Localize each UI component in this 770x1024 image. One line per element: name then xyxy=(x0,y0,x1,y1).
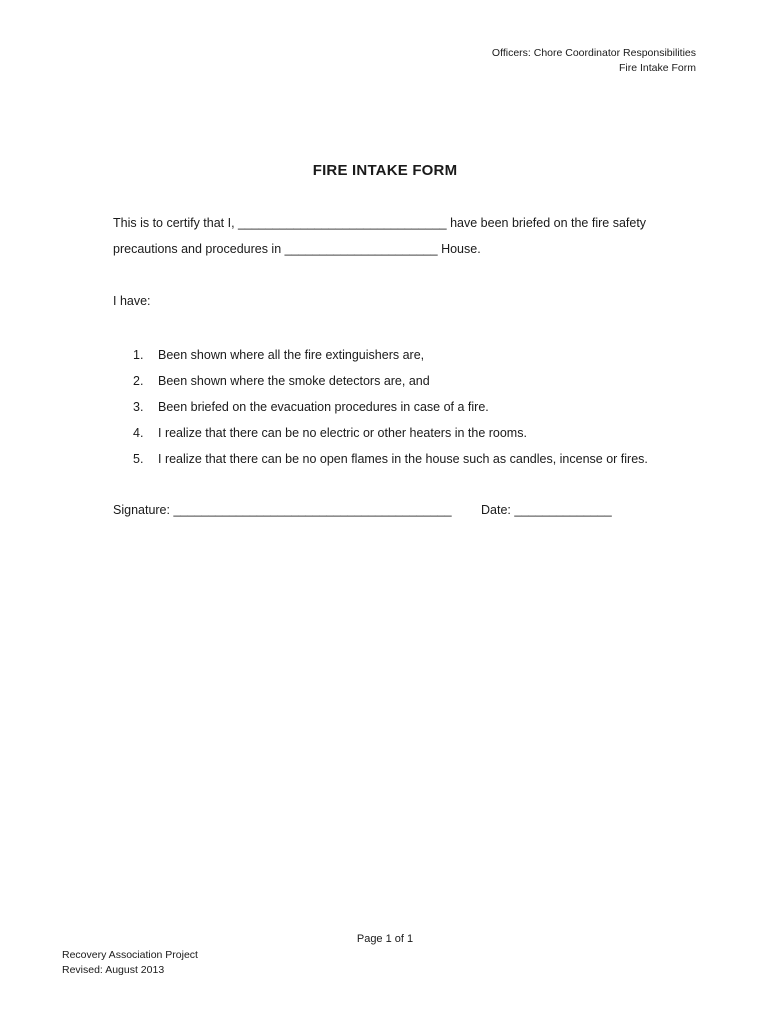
page-number: Page 1 of 1 xyxy=(356,933,414,945)
date-label: Date: xyxy=(481,503,511,517)
signature-line[interactable]: ________________________________________ xyxy=(173,503,452,517)
list-item-number: 5. xyxy=(133,452,144,466)
list-item xyxy=(133,450,648,476)
list-item-number: 3. xyxy=(133,400,144,414)
signature-row xyxy=(113,503,612,517)
list-item xyxy=(133,372,648,398)
list-item-number: 2. xyxy=(133,374,144,388)
i-have-label: I have: xyxy=(113,294,151,308)
house-text-end: House. xyxy=(437,242,481,256)
list-item-text: Been shown where the smoke detectors are, and xyxy=(158,374,430,388)
certify-text-end: have been briefed on the fire safety xyxy=(446,216,647,230)
certify-text-start: This is to certify that I, xyxy=(113,216,239,230)
signature-label: Signature: xyxy=(113,503,170,517)
list-item-text: Been briefed on the evacuation procedures in case of a fire. xyxy=(158,400,489,414)
header-section-label: Officers: Chore Coordinator Responsibilities xyxy=(491,47,696,59)
list-item-text: Been shown where all the fire extinguishers are, xyxy=(158,348,425,362)
list-item xyxy=(133,424,648,450)
footer-organization: Recovery Association Project xyxy=(62,949,198,961)
list-item xyxy=(133,398,648,424)
list-item xyxy=(133,346,648,372)
house-text-start: precautions and procedures in xyxy=(113,242,285,256)
list-item-text: I realize that there can be no open flames in the house such as candles, incense or fires. xyxy=(158,452,648,466)
date-group xyxy=(481,503,612,517)
form-title: FIRE INTAKE FORM xyxy=(312,162,458,179)
acknowledgement-list xyxy=(133,346,648,476)
list-item-number: 1. xyxy=(133,348,144,362)
header-document-label: Fire Intake Form xyxy=(618,62,696,74)
footer-revision-date: Revised: August 2013 xyxy=(62,964,165,976)
certify-line-2 xyxy=(113,242,481,256)
list-item-number: 4. xyxy=(133,426,144,440)
certify-line-1 xyxy=(113,216,646,230)
house-name-blank[interactable]: ______________________ xyxy=(284,242,438,256)
list-item-text: I realize that there can be no electric or other heaters in the rooms. xyxy=(158,426,527,440)
page-footer xyxy=(62,948,198,978)
name-blank[interactable]: ______________________________ xyxy=(238,216,447,230)
date-line[interactable]: ______________ xyxy=(514,503,612,517)
page-header xyxy=(492,46,696,76)
